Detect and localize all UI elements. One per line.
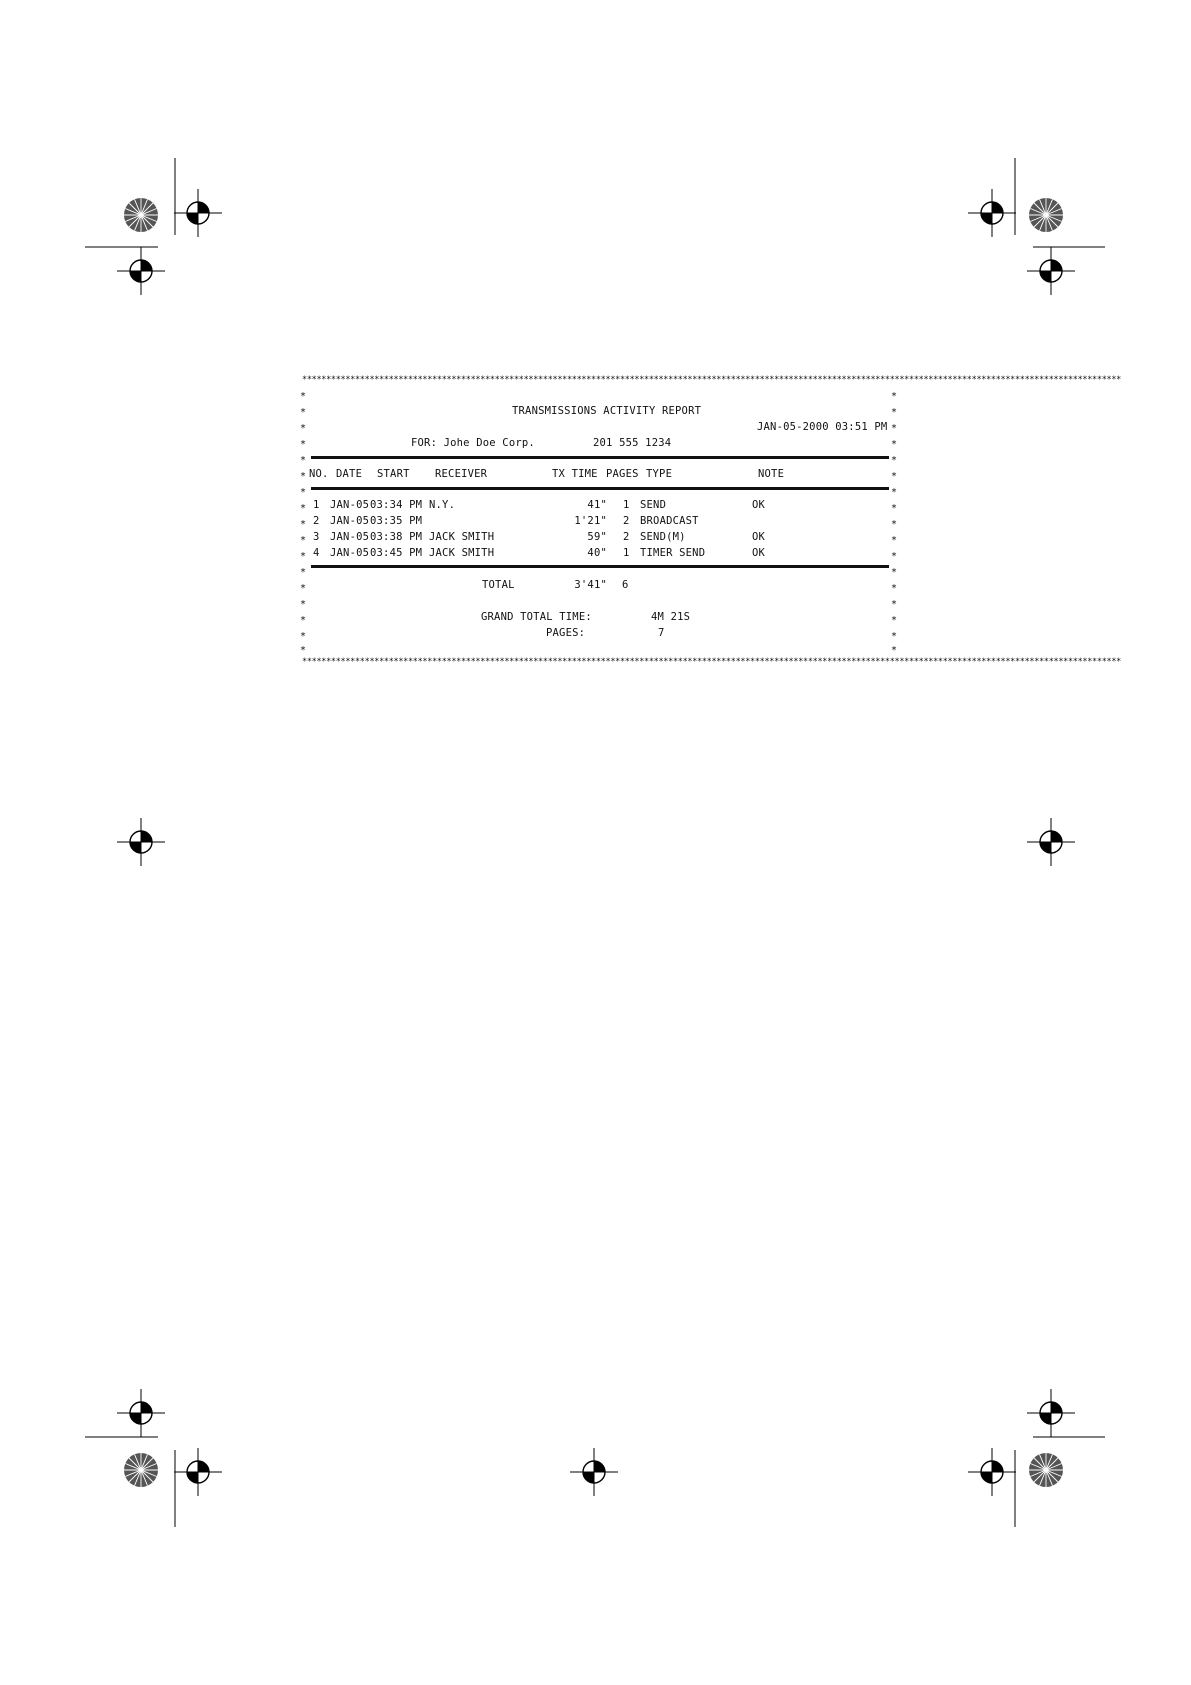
grand-total-time-label: GRAND TOTAL TIME: xyxy=(481,611,592,623)
border-asterisk: * xyxy=(300,503,307,514)
border-asterisk: * xyxy=(300,599,307,610)
row-receiver: JACK SMITH xyxy=(429,531,495,543)
row-tx-time: 41" xyxy=(587,499,607,511)
border-asterisk: * xyxy=(300,615,307,626)
for-number: 201 555 1234 xyxy=(593,437,672,449)
border-asterisk: * xyxy=(891,471,898,482)
grand-total-time-value: 4M 21S xyxy=(651,611,691,623)
row-note: OK xyxy=(752,499,766,511)
row-note: OK xyxy=(752,531,766,543)
row-tx-time: 1'21" xyxy=(574,515,607,527)
border-asterisk: * xyxy=(891,439,898,450)
row-receiver: N.Y. xyxy=(429,499,456,511)
row-type: SEND xyxy=(640,499,667,511)
row-no: 4 xyxy=(313,547,320,559)
border-asterisk: * xyxy=(891,599,898,610)
row-date: JAN-05 xyxy=(330,531,370,543)
border-asterisk: * xyxy=(891,567,898,578)
rule-header xyxy=(311,487,889,490)
row-note: OK xyxy=(752,547,766,559)
border-asterisk: * xyxy=(891,503,898,514)
border-asterisk: * xyxy=(891,423,898,434)
row-start: 03:34 PM xyxy=(370,499,423,511)
col-note: NOTE xyxy=(758,468,785,480)
row-tx-time: 59" xyxy=(587,531,607,543)
bottom-star-border: ************************************************************************************************************************************************************************** xyxy=(302,657,1121,667)
border-asterisk: * xyxy=(300,471,307,482)
border-asterisk: * xyxy=(891,407,898,418)
border-asterisk: * xyxy=(300,439,307,450)
border-asterisk: * xyxy=(891,615,898,626)
total-tx-time: 3'41" xyxy=(574,579,607,591)
border-asterisk: * xyxy=(300,455,307,466)
row-date: JAN-05 xyxy=(330,515,370,527)
border-asterisk: * xyxy=(300,583,307,594)
row-start: 03:35 PM xyxy=(370,515,423,527)
rule-top xyxy=(311,456,889,459)
top-star-border: ************************************************************************************************************************************************************************** xyxy=(302,375,1121,385)
row-pages: 2 xyxy=(623,531,630,543)
row-start: 03:38 PM xyxy=(370,531,423,543)
total-pages: 6 xyxy=(622,579,629,591)
grand-total-pages-label: PAGES: xyxy=(546,627,586,639)
border-asterisk: * xyxy=(300,487,307,498)
row-no: 2 xyxy=(313,515,320,527)
border-asterisk: * xyxy=(891,631,898,642)
col-date: DATE xyxy=(336,468,363,480)
row-pages: 2 xyxy=(623,515,630,527)
col-pages: PAGES xyxy=(606,468,639,480)
border-asterisk: * xyxy=(300,423,307,434)
border-asterisk: * xyxy=(300,407,307,418)
rule-bottom xyxy=(311,565,889,568)
row-receiver: JACK SMITH xyxy=(429,547,495,559)
report-datetime: JAN-05-2000 03:51 PM xyxy=(757,421,888,433)
row-no: 1 xyxy=(313,499,320,511)
col-type: TYPE xyxy=(646,468,673,480)
border-asterisk: * xyxy=(891,551,898,562)
col-tx-time: TX TIME xyxy=(552,468,598,480)
col-no: NO. xyxy=(309,468,329,480)
total-label: TOTAL xyxy=(482,579,515,591)
border-asterisk: * xyxy=(300,535,307,546)
border-asterisk: * xyxy=(891,391,898,402)
row-pages: 1 xyxy=(623,547,630,559)
for-label: FOR: Johe Doe Corp. xyxy=(411,437,535,449)
border-asterisk: * xyxy=(300,551,307,562)
border-asterisk: * xyxy=(891,519,898,530)
border-asterisk: * xyxy=(300,645,307,656)
row-date: JAN-05 xyxy=(330,499,370,511)
col-start: START xyxy=(377,468,410,480)
border-asterisk: * xyxy=(891,535,898,546)
row-no: 3 xyxy=(313,531,320,543)
row-type: SEND(M) xyxy=(640,531,686,543)
report-title: TRANSMISSIONS ACTIVITY REPORT xyxy=(512,405,702,417)
border-asterisk: * xyxy=(300,391,307,402)
grand-total-pages-value: 7 xyxy=(658,627,665,639)
row-type: TIMER SEND xyxy=(640,547,706,559)
border-asterisk: * xyxy=(891,455,898,466)
border-asterisk: * xyxy=(891,645,898,656)
border-asterisk: * xyxy=(300,519,307,530)
row-tx-time: 40" xyxy=(587,547,607,559)
row-type: BROADCAST xyxy=(640,515,699,527)
col-receiver: RECEIVER xyxy=(435,468,488,480)
border-asterisk: * xyxy=(891,583,898,594)
row-date: JAN-05 xyxy=(330,547,370,559)
row-start: 03:45 PM xyxy=(370,547,423,559)
border-asterisk: * xyxy=(300,567,307,578)
border-asterisk: * xyxy=(891,487,898,498)
border-asterisk: * xyxy=(300,631,307,642)
row-pages: 1 xyxy=(623,499,630,511)
